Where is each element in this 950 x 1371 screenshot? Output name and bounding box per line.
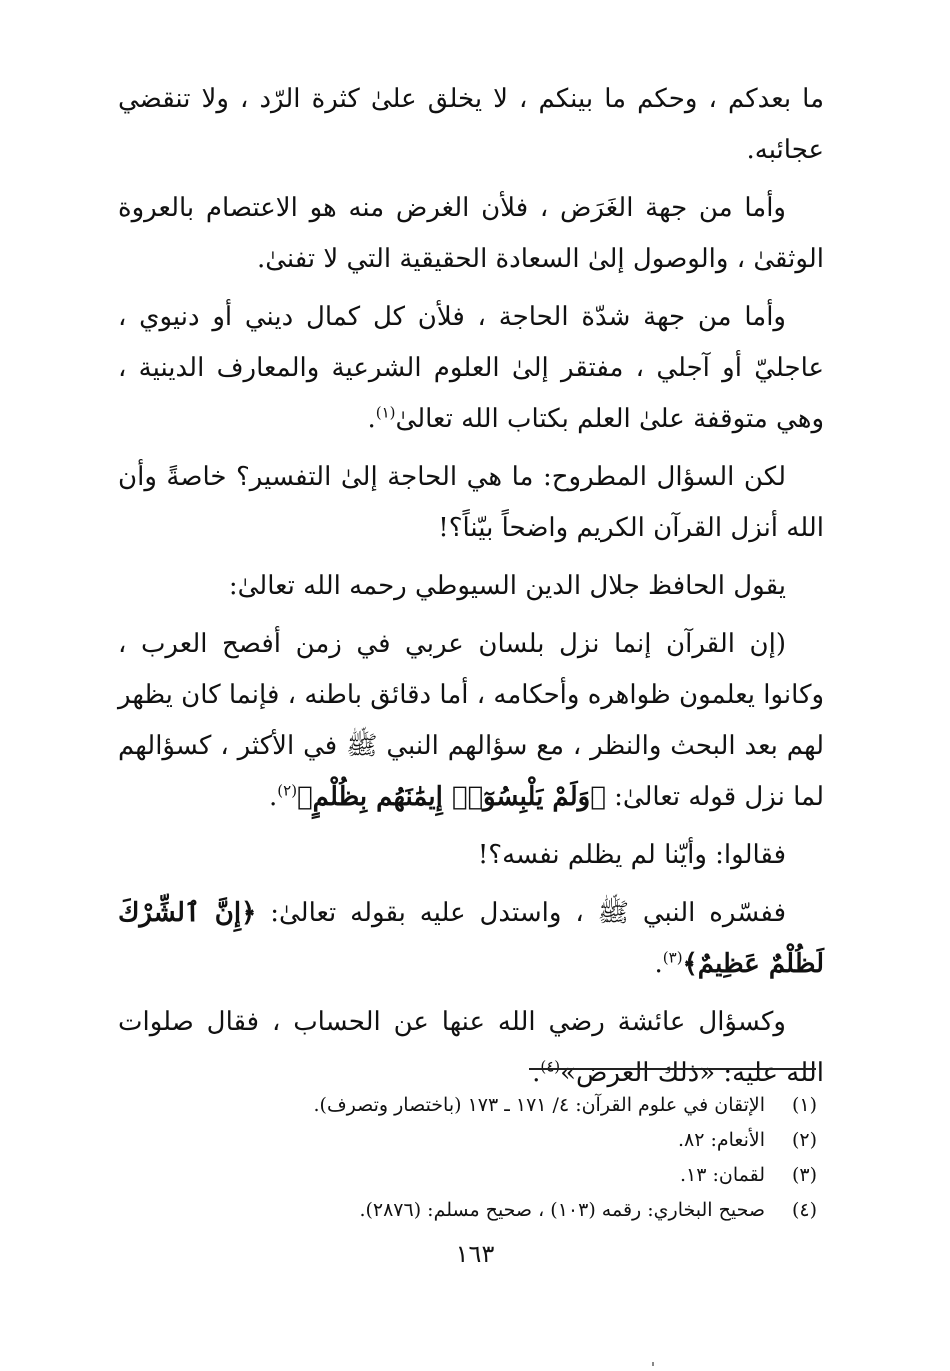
paragraph-continuation	[118, 74, 824, 176]
footnote-text: الإتقان في علوم القرآن: ٤/ ١٧١ ـ ١٧٣ (باختصار وتصرف).	[313, 1094, 765, 1116]
paragraph-text: يقول الحافظ جلال الدين السيوطي رحمه الله تعالىٰ:	[228, 571, 786, 601]
paragraph-end: .	[269, 782, 278, 812]
paragraph-need	[118, 292, 824, 445]
footnotes	[200, 1088, 817, 1228]
paragraph-end: .	[654, 949, 663, 979]
footnote-number: (٤)	[791, 1199, 817, 1221]
paragraph-suyuti-quote	[118, 619, 824, 823]
quran-verse: ﴿إِنَّ ٱلشِّرْكَ لَظُلْمٌ عَظِيمٌ﴾	[118, 898, 824, 979]
paragraph-text: وأما من جهة شدّة الحاجة ، فلأن كل كمال ديني أو دنيوي ، عاجليّ أو آجلي ، مفتقر إلىٰ العلوم الشرعية والمعارف الدينية ، وهي متوقفة علىٰ العلم بكتاب الله تعالىٰ	[118, 302, 824, 434]
footnote-text: صحيح البخاري: رقمه (١٠٣) ، صحيح مسلم: (٢٨٧٦).	[359, 1199, 765, 1221]
paragraph-question	[118, 452, 824, 554]
paragraph-end: .	[367, 404, 376, 434]
paragraph-purpose	[118, 183, 824, 285]
footnote-ref: (٢)	[277, 781, 298, 800]
footnote-item	[200, 1123, 817, 1158]
footnote-item	[200, 1158, 817, 1193]
footnote-text: الأنعام: ٨٢.	[677, 1129, 765, 1151]
footnote-item	[200, 1193, 817, 1228]
footnote-ref: (١)	[375, 403, 396, 422]
paragraph-text: وأما من جهة الغَرَض ، فلأن الغرض منه هو الاعتصام بالعروة الوثقىٰ ، والوصول إلىٰ السعادة الحقيقية التي لا تفنىٰ.	[118, 193, 824, 274]
paragraph-companions-question	[118, 830, 824, 881]
footnote-separator	[529, 1068, 816, 1070]
footnote-number: (١)	[791, 1094, 817, 1116]
paragraph-suyuti-intro	[118, 561, 824, 612]
footnote-text: لقمان: ١٣.	[679, 1164, 765, 1186]
paragraph-aisha-question	[118, 997, 824, 1099]
page-number: ١٦٣	[455, 1240, 495, 1268]
footnote-ref: (٣)	[662, 948, 683, 967]
paragraph-text: لكن السؤال المطروح: ما هي الحاجة إلىٰ التفسير؟ خاصةً وأن الله أنزل القرآن الكريم واضحاً بيّناً؟!	[118, 462, 824, 543]
footnote-number: (٢)	[791, 1129, 817, 1151]
paragraph-text: ففسّره النبي ﷺ ، واستدل عليه بقوله تعالىٰ:	[270, 898, 787, 928]
paragraph-text: فقالوا: وأيّنا لم يظلم نفسه؟!	[477, 840, 786, 870]
paragraph-text: وكسؤال عائشة رضي الله عنها عن الحساب ، فقال صلوات الله عليه: «ذلك العرض»	[118, 1007, 824, 1088]
paragraph-prophet-explanation	[118, 888, 824, 990]
paragraph-text: ما بعدكم ، وحكم ما بينكم ، لا يخلق علىٰ كثرة الرّد ، ولا تنقضي عجائبه.	[118, 84, 824, 165]
paragraph-end: .	[532, 1058, 541, 1088]
scan-speck	[652, 1362, 654, 1366]
paragraph-text: (إن القرآن إنما نزل بلسان عربي في زمن أفصح العرب ، وكانوا يعلمون ظواهره وأحكامه ، أما دقائق باطنه ، فإنما كان يظهر لهم بعد البحث والنظر ، مع سؤالهم النبي ﷺ في الأكثر ، كسؤالهم لما نزل قوله تعالىٰ:	[118, 629, 824, 812]
main-text	[118, 74, 824, 1106]
footnote-ref: (٤)	[540, 1057, 561, 1076]
footnote-number: (٣)	[791, 1164, 817, 1186]
quran-verse: ﴿وَلَمْ يَلْبِسُوٓا۟ إِيمَٰنَهُم بِظُلْمٍ﴾	[297, 782, 606, 812]
footnote-item	[200, 1088, 817, 1123]
